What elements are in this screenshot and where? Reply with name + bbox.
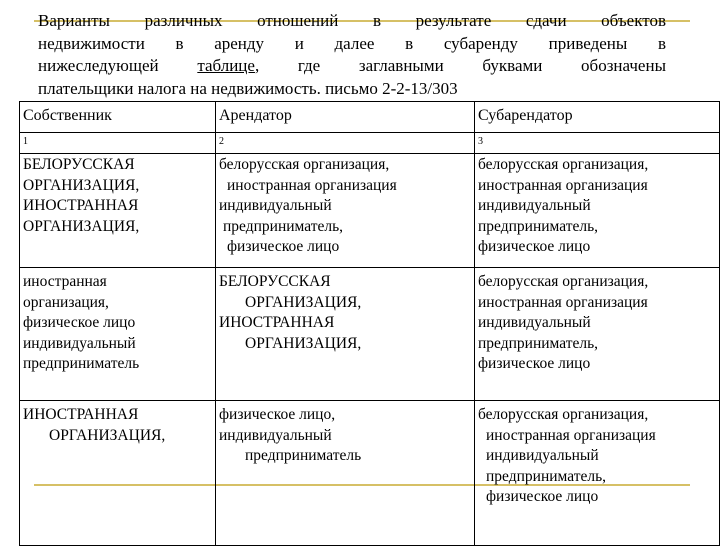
header-tenant: Арендатор [216,102,475,133]
cell-line: иностранная организация [478,176,648,194]
cell-line: ОРГАНИЗАЦИЯ, [245,334,362,352]
intro-paragraph [38,10,666,100]
intro-line [38,55,666,78]
intro-text: нижеследующей [38,56,198,75]
column-number: 2 [216,133,475,154]
cell-line: ОРГАНИЗАЦИЯ, [23,217,140,235]
cell-line: ОРГАНИЗАЦИЯ, [23,176,140,194]
cell-line: предприниматель [23,355,140,372]
owner-cell [20,268,216,401]
cell-line: предприниматель, [478,334,599,352]
cell-line: физическое лицо [478,238,591,255]
cell-line: организация, [23,293,109,311]
cell-line: белорусская организация, [478,156,649,173]
cell-line: индивидуальный [478,314,591,331]
tenant-cell [216,268,475,401]
intro-text: , где заглавными буквами обозначены [254,56,666,75]
intro-line: Варианты различных отношений в результате сдачи объектов [38,11,666,30]
cell-line: ИНОСТРАННАЯ [219,314,335,331]
cell-line: физическое лицо [478,355,591,372]
table-row [20,268,720,401]
table-link[interactable]: таблице [197,56,255,75]
cell-line: ИНОСТРАННАЯ [23,406,139,423]
cell-line: ИНОСТРАННАЯ [23,197,139,214]
cell-line: белорусская организация, [478,406,649,423]
cell-line: белорусская организация, [478,273,649,290]
cell-line: физическое лицо [23,314,136,331]
header-owner: Собственник [20,102,216,133]
owner-cell [20,401,216,546]
cell-line: предприниматель [245,447,362,464]
cell-line: индивидуальный [219,426,332,444]
cell-line: индивидуальный [23,334,136,352]
cell-line: предприниматель, [223,217,344,235]
cell-line: индивидуальный [486,447,599,464]
owner-cell [20,154,216,268]
intro-line: недвижимости в аренду и далее в субаренду приведены в [38,33,666,53]
tenant-cell [216,401,475,546]
subtenant-cell [475,401,720,546]
cell-line: ОРГАНИЗАЦИЯ, [49,426,166,444]
subtenant-cell [475,154,720,268]
table-row [20,154,720,268]
header-row [20,102,720,133]
table-row [20,401,720,546]
cell-line: иностранная организация [227,176,397,194]
cell-line: иностранная организация [486,426,656,444]
cell-line: физическое лицо [227,238,340,255]
subtenant-cell [475,268,720,401]
cell-line: БЕЛОРУССКАЯ [219,273,331,290]
tenant-cell [216,154,475,268]
cell-line: ОРГАНИЗАЦИЯ, [245,293,362,311]
lease-relations-table [19,101,720,546]
cell-line: индивидуальный [219,197,332,214]
column-number-row [20,133,720,154]
cell-line: физическое лицо, [219,406,336,423]
column-number: 1 [20,133,216,154]
cell-line: индивидуальный [478,197,591,214]
intro-line: плательщики налога на недвижимость. письмо 2-2-13/303 [38,78,458,98]
cell-line: БЕЛОРУССКАЯ [23,156,135,173]
cell-line: иностранная организация [478,293,648,311]
header-subtenant: Субарендатор [475,102,720,133]
cell-line: иностранная [23,273,107,290]
cell-line: белорусская организация, [219,156,390,173]
column-number: 3 [475,133,720,154]
cell-line: предприниматель, [478,217,599,235]
cell-line: физическое лицо [486,488,599,505]
cell-line: предприниматель, [486,467,607,485]
